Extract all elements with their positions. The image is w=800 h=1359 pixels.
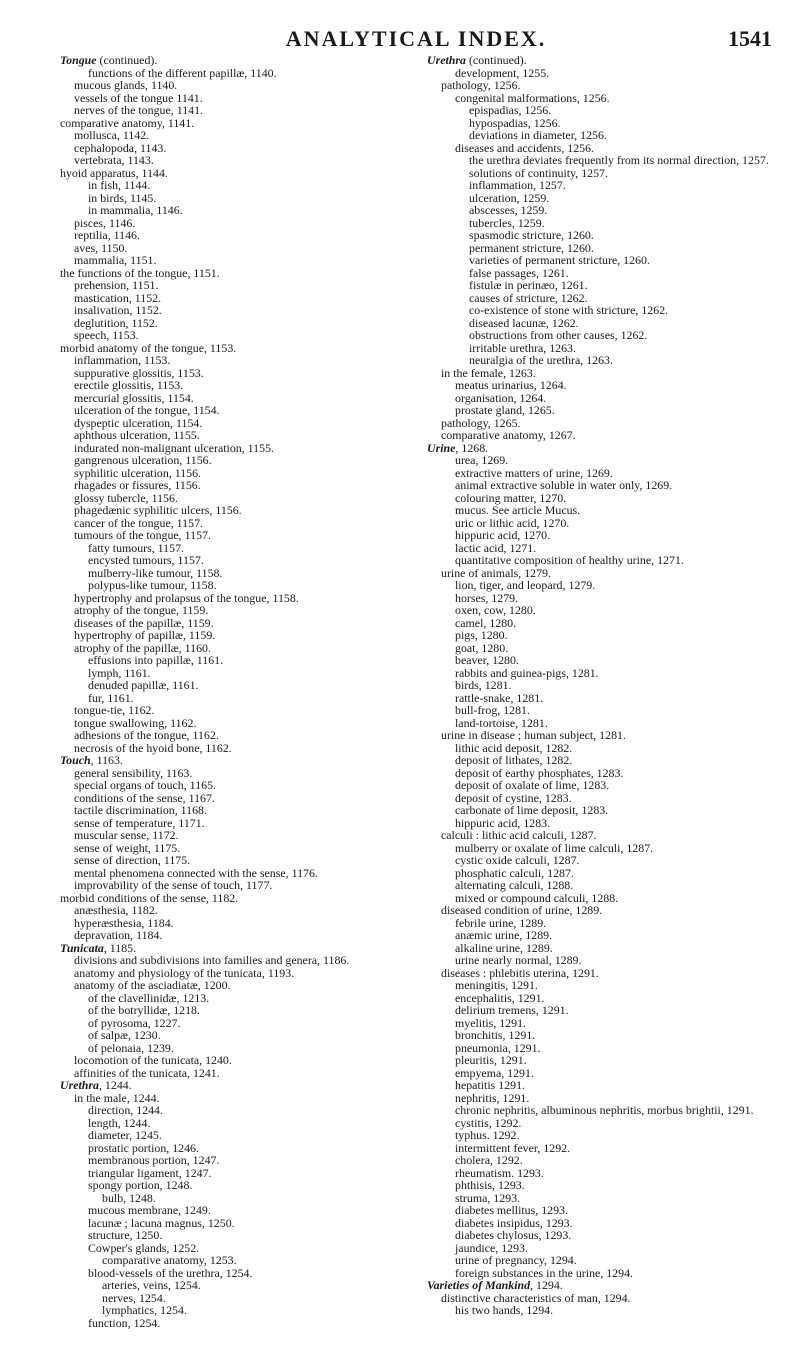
- index-entry: denuded papillæ, 1161.: [88, 678, 199, 692]
- index-entry: fur, 1161.: [88, 690, 134, 705]
- index-entry: hyoid apparatus, 1144.: [60, 165, 168, 180]
- index-entry: carbonate of lime deposit, 1283.: [455, 803, 609, 817]
- page-number: 1541: [728, 26, 772, 51]
- index-entry: myelitis, 1291.: [455, 1015, 527, 1030]
- index-headword-suffix: (continued).: [96, 53, 158, 67]
- index-entry: mammalia, 1151.: [74, 253, 157, 267]
- index-entry: phosphatic calculi, 1287.: [455, 865, 574, 880]
- index-entry: delirium tremens, 1291.: [455, 1003, 569, 1017]
- index-entry: pleuritis, 1291.: [455, 1053, 527, 1067]
- index-entry: encysted tumours, 1157.: [88, 553, 204, 567]
- index-entry: indurated non-malignant ulceration, 1155.: [74, 440, 274, 455]
- index-entry: conditions of the sense, 1167.: [74, 790, 215, 805]
- index-entry: mollusca, 1142.: [74, 128, 150, 142]
- index-entry: urine nearly normal, 1289.: [455, 953, 582, 967]
- index-entry: cystitis, 1292.: [455, 1115, 522, 1130]
- index-entry: diseased condition of urine, 1289.: [441, 903, 603, 917]
- index-entry: in the male, 1244.: [74, 1090, 160, 1105]
- index-entry: anatomy and physiology of the tunicata, 1193.: [74, 965, 295, 980]
- index-entry: [427, 53, 772, 67]
- index-entry: rheumatism. 1293.: [455, 1165, 544, 1180]
- index-entry: diameter, 1245.: [88, 1128, 162, 1142]
- index-entry: comparative anatomy, 1267.: [441, 428, 576, 442]
- index-entry: dyspeptic ulceration, 1154.: [74, 415, 203, 430]
- index-entry: obstructions from other causes, 1262.: [469, 328, 648, 342]
- index-entry: insalivation, 1152.: [74, 303, 162, 317]
- index-entry: locomotion of the tunicata, 1240.: [74, 1053, 232, 1067]
- index-entry: cephalopoda, 1143.: [74, 140, 167, 155]
- index-entry: triangular ligament, 1247.: [88, 1165, 212, 1180]
- index-entry: hepatitis 1291.: [455, 1078, 526, 1092]
- index-entry: deglutition, 1152.: [74, 315, 158, 330]
- index-entry: aphthous ulceration, 1155.: [74, 428, 200, 442]
- index-entry: aves, 1150.: [74, 240, 128, 255]
- index-entry: uric or lithic acid, 1270.: [455, 515, 570, 530]
- index-entry: deviations in diameter, 1256.: [469, 128, 607, 142]
- index-entry: the urethra deviates frequently from its normal direction, 1257.: [469, 153, 769, 167]
- index-entry: deposit of lithates, 1282.: [455, 753, 573, 767]
- index-entry: of salpæ, 1230.: [88, 1028, 161, 1042]
- index-entry: [427, 1278, 772, 1292]
- index-entry: chronic nephritis, albuminous nephritis, morbus brightii, 1291.: [455, 1103, 754, 1117]
- index-entry: comparative anatomy, 1253.: [102, 1253, 237, 1267]
- index-entry: morbid anatomy of the tongue, 1153.: [60, 340, 237, 355]
- index-entry: development, 1255.: [455, 65, 550, 80]
- index-entry: birds, 1281.: [455, 678, 512, 692]
- index-entry: urine of pregnancy, 1294.: [455, 1253, 577, 1267]
- index-entry: sense of temperature, 1171.: [74, 815, 205, 830]
- index-entry: calculi : lithic acid calculi, 1287.: [441, 828, 597, 842]
- index-entry: encephalitis, 1291.: [455, 990, 545, 1005]
- index-entry: [60, 53, 405, 67]
- index-entry: in mammalia, 1146.: [88, 203, 183, 217]
- index-entry: structure, 1250.: [88, 1228, 163, 1242]
- index-headword: Urethra: [427, 53, 466, 67]
- index-entry: in the female, 1263.: [441, 365, 536, 380]
- index-entry: spongy portion, 1248.: [88, 1178, 193, 1192]
- index-entry: necrosis of the hyoid bone, 1162.: [74, 740, 232, 755]
- index-entry: special organs of touch, 1165.: [74, 778, 216, 792]
- index-entry: anæmic urine, 1289.: [455, 928, 553, 942]
- index-entry: lacunæ ; lacuna magnus, 1250.: [88, 1215, 235, 1230]
- index-entry: diseases of the papillæ, 1159.: [74, 615, 214, 630]
- index-entry: mucous membrane, 1249.: [88, 1203, 211, 1217]
- index-entry: fatty tumours, 1157.: [88, 540, 184, 555]
- index-column-right: [427, 54, 772, 1329]
- index-entry: cancer of the tongue, 1157.: [74, 515, 203, 530]
- index-entry: diseased lacunæ, 1262.: [469, 315, 579, 330]
- index-entry: glossy tubercle, 1156.: [74, 490, 178, 505]
- index-entry: lion, tiger, and leopard, 1279.: [455, 578, 596, 592]
- index-entry: lithic acid deposit, 1282.: [455, 740, 573, 755]
- index-entry: hypertrophy of papillæ, 1159.: [74, 628, 216, 642]
- page-title: ANALYTICAL INDEX.: [285, 26, 547, 51]
- index-entry: goat, 1280.: [455, 640, 509, 655]
- index-entry: nerves, 1254.: [102, 1290, 166, 1305]
- index-entry: syphilitic ulceration, 1156.: [74, 465, 202, 480]
- index-entry: anæsthesia, 1182.: [74, 903, 158, 917]
- index-entry: length, 1244.: [88, 1115, 151, 1130]
- index-entry: irritable urethra, 1263.: [469, 340, 576, 355]
- index-entry: deposit of earthy phosphates, 1283.: [455, 765, 624, 780]
- index-entry: mucous glands, 1140.: [74, 78, 178, 92]
- index-entry: of the clavellinidæ, 1213.: [88, 990, 210, 1005]
- index-entry: atrophy of the tongue, 1159.: [74, 603, 209, 617]
- index-entry: depravation, 1184.: [74, 928, 163, 942]
- index-entry: bull-frog, 1281.: [455, 703, 530, 717]
- index-entry: anatomy of the asciadiatæ, 1200.: [74, 978, 231, 992]
- index-entry: pisces, 1146.: [74, 215, 136, 230]
- index-entry: in fish, 1144.: [88, 178, 151, 192]
- index-entry: tubercles, 1259.: [469, 215, 545, 230]
- index-entry: cystic oxide calculi, 1287.: [455, 853, 580, 867]
- index-headword-suffix: , 1244.: [98, 1078, 132, 1092]
- index-entry: affinities of the tunicata, 1241.: [74, 1065, 220, 1080]
- index-entry: meningitis, 1291.: [455, 978, 538, 992]
- index-entry: of pelonaia, 1239.: [88, 1040, 174, 1055]
- index-entry: comparative anatomy, 1141.: [60, 115, 195, 130]
- index-entry: diseases : phlebitis uterina, 1291.: [441, 965, 599, 980]
- index-entry: sense of direction, 1175.: [74, 853, 191, 867]
- index-entry: hyperæsthesia, 1184.: [74, 915, 174, 930]
- index-entry: polypus-like tumour, 1158.: [88, 578, 217, 592]
- index-entry: of pyrosoma, 1227.: [88, 1015, 181, 1030]
- index-entry: lymph, 1161.: [88, 665, 151, 680]
- index-entry: direction, 1244.: [88, 1103, 163, 1117]
- index-entry: hippuric acid, 1283.: [455, 815, 551, 830]
- index-entry: membranous portion, 1247.: [88, 1153, 220, 1167]
- index-entry: alkaline urine, 1289.: [455, 940, 553, 955]
- index-entry: alternating calculi, 1288.: [455, 878, 574, 892]
- index-entry: lymphatics, 1254.: [102, 1303, 187, 1317]
- index-entry: pigs, 1280.: [455, 628, 508, 642]
- index-entry: diseases and accidents, 1256.: [455, 140, 595, 155]
- index-entry: pneumonia, 1291.: [455, 1040, 541, 1055]
- index-entry: [60, 1078, 405, 1092]
- index-entry: functions of the different papillæ, 1140.: [88, 65, 277, 80]
- index-entry: gangrenous ulceration, 1156.: [74, 453, 212, 467]
- index-entry: [60, 753, 405, 767]
- index-entry: pathology, 1265.: [441, 415, 521, 430]
- index-entry: organisation, 1264.: [455, 390, 547, 405]
- index-entry: in birds, 1145.: [88, 190, 157, 205]
- index-entry: morbid conditions of the sense, 1182.: [60, 890, 239, 905]
- index-entry: function, 1254.: [88, 1315, 161, 1330]
- index-entry: inflammation, 1257.: [469, 178, 566, 192]
- index-entry: permanent stricture, 1260.: [469, 240, 594, 255]
- index-entry: quantitative composition of healthy urine, 1271.: [455, 553, 684, 567]
- index-entry: distinctive characteristics of man, 1294.: [441, 1290, 631, 1305]
- index-entry: muscular sense, 1172.: [74, 828, 179, 842]
- index-entry: prostatic portion, 1246.: [88, 1140, 199, 1155]
- index-headword-suffix: , 1163.: [90, 753, 123, 767]
- index-column-left: [60, 54, 405, 1329]
- index-entry: struma, 1293.: [455, 1190, 521, 1205]
- index-entry: congenital malformations, 1256.: [455, 90, 610, 105]
- index-entry: horses, 1279.: [455, 590, 519, 605]
- index-entry: pathology, 1256.: [441, 78, 521, 92]
- index-entry: fistulæ in perinæo, 1261.: [469, 278, 588, 292]
- page-header: [60, 18, 772, 54]
- index-entry: bulb, 1248.: [102, 1190, 156, 1205]
- index-entry: sense of weight, 1175.: [74, 840, 181, 855]
- index-headword-suffix: , 1185.: [103, 940, 137, 955]
- index-headword: Touch: [60, 753, 91, 767]
- index-entry: co-existence of stone with stricture, 1262.: [469, 303, 669, 317]
- index-entry: his two hands, 1294.: [455, 1303, 554, 1317]
- index-entry: lactic acid, 1271.: [455, 540, 537, 555]
- index-entry: causes of stricture, 1262.: [469, 290, 588, 305]
- index-entry: reptilia, 1146.: [74, 228, 140, 242]
- index-headword: Urine: [427, 440, 456, 455]
- index-entry: rattle-snake, 1281.: [455, 690, 544, 705]
- index-entry: meatus urinarius, 1264.: [455, 378, 567, 392]
- index-entry: animal extractive soluble in water only, 1269.: [455, 478, 673, 492]
- index-headword: Varieties of Mankind: [427, 1278, 531, 1292]
- index-entry: colouring matter, 1270.: [455, 490, 567, 505]
- index-entry: hippuric acid, 1270.: [455, 528, 551, 542]
- index-entry: vertebrata, 1143.: [74, 153, 154, 167]
- index-entry: deposit of oxalate of lime, 1283.: [455, 778, 610, 792]
- index-entry: mulberry or oxalate of lime calculi, 1287.: [455, 840, 654, 855]
- index-entry: mulberry-like tumour, 1158.: [88, 565, 223, 580]
- index-entry: vessels of the tongue 1141.: [74, 90, 203, 105]
- index-entry: urea, 1269.: [455, 453, 509, 467]
- index-entry: typhus. 1292.: [455, 1128, 520, 1142]
- index-headword: Tunicata: [60, 940, 104, 955]
- index-entry: intermittent fever, 1292.: [455, 1140, 571, 1155]
- index-entry: general sensibility, 1163.: [74, 765, 193, 780]
- index-entry: adhesions of the tongue, 1162.: [74, 728, 219, 742]
- index-entry: urine of animals, 1279.: [441, 565, 551, 580]
- index-entry: solutions of continuity, 1257.: [469, 165, 608, 180]
- index-entry: nephritis, 1291.: [455, 1090, 530, 1105]
- index-entry: extractive matters of urine, 1269.: [455, 465, 613, 480]
- index-entry: diabetes insipidus, 1293.: [455, 1215, 573, 1230]
- index-entry: mercurial glossitis, 1154.: [74, 390, 194, 405]
- index-entry: febrile urine, 1289.: [455, 915, 547, 930]
- index-entry: speech, 1153.: [74, 328, 139, 342]
- index-entry: Cowper's glands, 1252.: [88, 1240, 200, 1255]
- index-entry: arteries, veins, 1254.: [102, 1278, 201, 1292]
- index-entry: beaver, 1280.: [455, 653, 519, 667]
- index-entry: of the botryllidæ, 1218.: [88, 1003, 200, 1017]
- index-entry: tactile discrimination, 1168.: [74, 803, 207, 817]
- index-headword-suffix: (continued).: [465, 53, 527, 67]
- index-entry: hypospadias, 1256.: [469, 115, 561, 130]
- index-headword: Urethra: [60, 1078, 99, 1092]
- index-entry: neuralgia of the urethra, 1263.: [469, 353, 613, 367]
- index-entry: empyema, 1291.: [455, 1065, 534, 1080]
- index-entry: diabetes chylosus, 1293.: [455, 1228, 572, 1242]
- index-entry: abscesses, 1259.: [469, 203, 548, 217]
- index-entry: tongue-tie, 1162.: [74, 703, 155, 717]
- index-entry: mucus. See article Mucus.: [455, 503, 581, 517]
- index-entry: ulceration of the tongue, 1154.: [74, 403, 220, 417]
- index-entry: deposit of cystine, 1283.: [455, 790, 572, 805]
- index-entry: ulceration, 1259.: [469, 190, 550, 205]
- index-columns: [60, 54, 772, 1329]
- index-entry: blood-vessels of the urethra, 1254.: [88, 1265, 253, 1280]
- index-entry: rhagades or fissures, 1156.: [74, 478, 201, 492]
- index-entry: phthisis, 1293.: [455, 1178, 525, 1192]
- index-entry: suppurative glossitis, 1153.: [74, 365, 204, 380]
- index-headword-suffix: , 1268.: [455, 440, 489, 455]
- index-entry: jaundice, 1293.: [455, 1240, 528, 1255]
- index-entry: prostate gland, 1265.: [455, 403, 555, 417]
- index-entry: tumours of the tongue, 1157.: [74, 528, 211, 542]
- index-entry: varieties of permanent stricture, 1260.: [469, 253, 650, 267]
- index-entry: mixed or compound calculi, 1288.: [455, 890, 619, 905]
- index-entry: urine in disease ; human subject, 1281.: [441, 728, 626, 742]
- index-entry: mental phenomena connected with the sense, 1176.: [74, 865, 318, 880]
- index-entry: foreign substances in the urine, 1294.: [455, 1265, 633, 1280]
- index-entry: land-tortoise, 1281.: [455, 715, 548, 730]
- index-entry: tongue swallowing, 1162.: [74, 715, 197, 730]
- index-entry: inflammation, 1153.: [74, 353, 171, 367]
- index-entry: camel, 1280.: [455, 615, 517, 630]
- index-entry: the functions of the tongue, 1151.: [60, 265, 220, 280]
- index-entry: false passages, 1261.: [469, 265, 569, 280]
- index-entry: hypertrophy and prolapsus of the tongue, 1158.: [74, 590, 299, 605]
- index-headword: Tongue: [60, 53, 97, 67]
- index-entry: effusions into papillæ, 1161.: [88, 653, 224, 667]
- index-entry: improvability of the sense of touch, 1177.: [74, 878, 273, 892]
- index-entry: erectile glossitis, 1153.: [74, 378, 184, 392]
- index-entry: mastication, 1152.: [74, 290, 162, 305]
- index-headword-suffix: , 1294.: [530, 1278, 563, 1292]
- index-entry: spasmodic stricture, 1260.: [469, 228, 594, 242]
- index-entry: oxen, cow, 1280.: [455, 603, 536, 617]
- index-entry: atrophy of the papillæ, 1160.: [74, 640, 211, 655]
- index-entry: rabbits and guinea-pigs, 1281.: [455, 665, 599, 680]
- index-entry: prehension, 1151.: [74, 278, 159, 292]
- index-entry: phagedænic syphilitic ulcers, 1156.: [74, 503, 242, 517]
- index-entry: diabetes mellitus, 1293.: [455, 1203, 568, 1217]
- index-entry: bronchitis, 1291.: [455, 1028, 536, 1042]
- index-entry: nerves of the tongue, 1141.: [74, 103, 204, 117]
- index-entry: divisions and subdivisions into families and genera, 1186.: [74, 953, 350, 967]
- index-entry: cholera, 1292.: [455, 1153, 523, 1167]
- index-entry: epispadias, 1256.: [469, 103, 552, 117]
